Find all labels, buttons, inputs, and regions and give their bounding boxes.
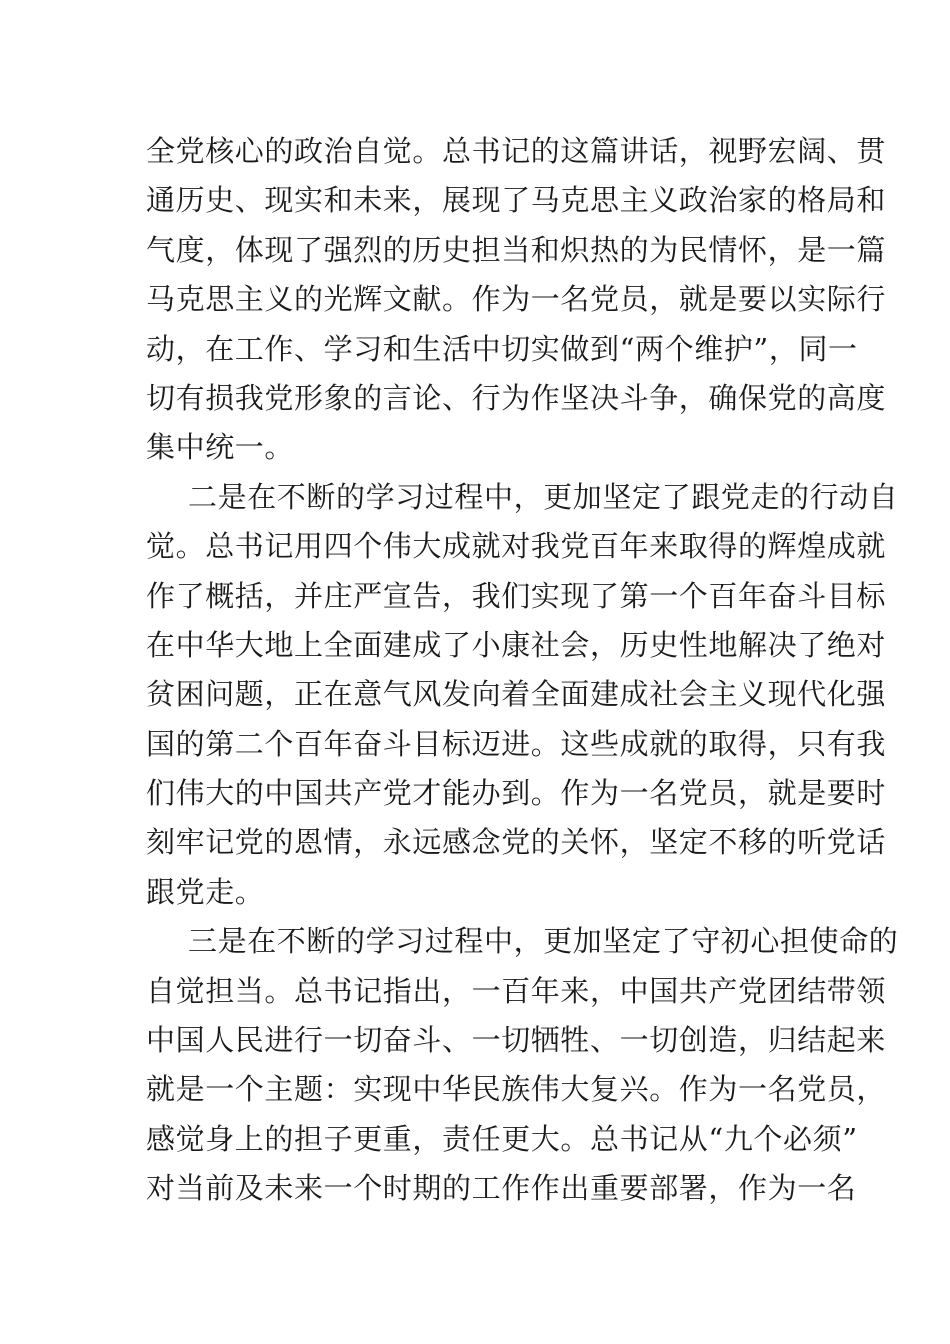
text-line: 感觉身上的担子更重，责任更大。总书记从“九个必须” <box>146 1121 858 1156</box>
document-body <box>146 127 899 1214</box>
text-line: 马克思主义的光辉文献。作为一名党员，就是要以实际行 <box>146 282 887 317</box>
text-line: 作了概括，并庄严宣告，我们实现了第一个百年奋斗目标 <box>146 578 887 613</box>
text-line: 中国人民进行一切奋斗、一切牺牲、一切创造，归结起来 <box>146 1023 887 1058</box>
text-line: 觉。总书记用四个伟大成就对我党百年来取得的辉煌成就 <box>146 529 887 564</box>
text-line: 气度，体现了强烈的历史担当和炽热的为民情怀，是一篇 <box>146 232 887 267</box>
text-line: 在中华大地上全面建成了小康社会，历史性地解决了绝对 <box>146 627 887 662</box>
text-line: 跟党走。 <box>146 874 265 909</box>
text-line: 们伟大的中国共产党才能办到。作为一名党员，就是要时 <box>146 776 887 811</box>
text-line: 动，在工作、学习和生活中切实做到“两个维护”，同一 <box>146 331 858 366</box>
text-line: 国的第二个百年奋斗目标迈进。这些成就的取得，只有我 <box>146 726 887 761</box>
text-line: 刻牢记党的恩情，永远感念党的关怀，坚定不移的听党话 <box>146 825 887 860</box>
text-line: 对当前及未来一个时期的工作作出重要部署，作为一名 <box>146 1171 857 1206</box>
text-line: 就是一个主题：实现中华民族伟大复兴。作为一名党员， <box>146 1072 887 1107</box>
text-line: 贫困问题，正在意气风发向着全面建成社会主义现代化强 <box>146 677 887 712</box>
text-line: 通历史、现实和未来，展现了马克思主义政治家的格局和 <box>146 183 887 218</box>
text-line: 切有损我党形象的言论、行为作坚决斗争，确保党的高度 <box>146 380 887 415</box>
text-line: 全党核心的政治自觉。总书记的这篇讲话，视野宏阔、贯 <box>146 134 887 168</box>
text-line: 自觉担当。总书记指出，一百年来，中国共产党团结带领 <box>146 973 887 1008</box>
paragraph-first-line: 二是在不断的学习过程中，更加坚定了跟党走的行动自 <box>188 479 899 514</box>
paragraph-first-line: 三是在不断的学习过程中，更加坚定了守初心担使命的 <box>188 924 899 959</box>
text-line: 集中统一。 <box>146 430 295 465</box>
